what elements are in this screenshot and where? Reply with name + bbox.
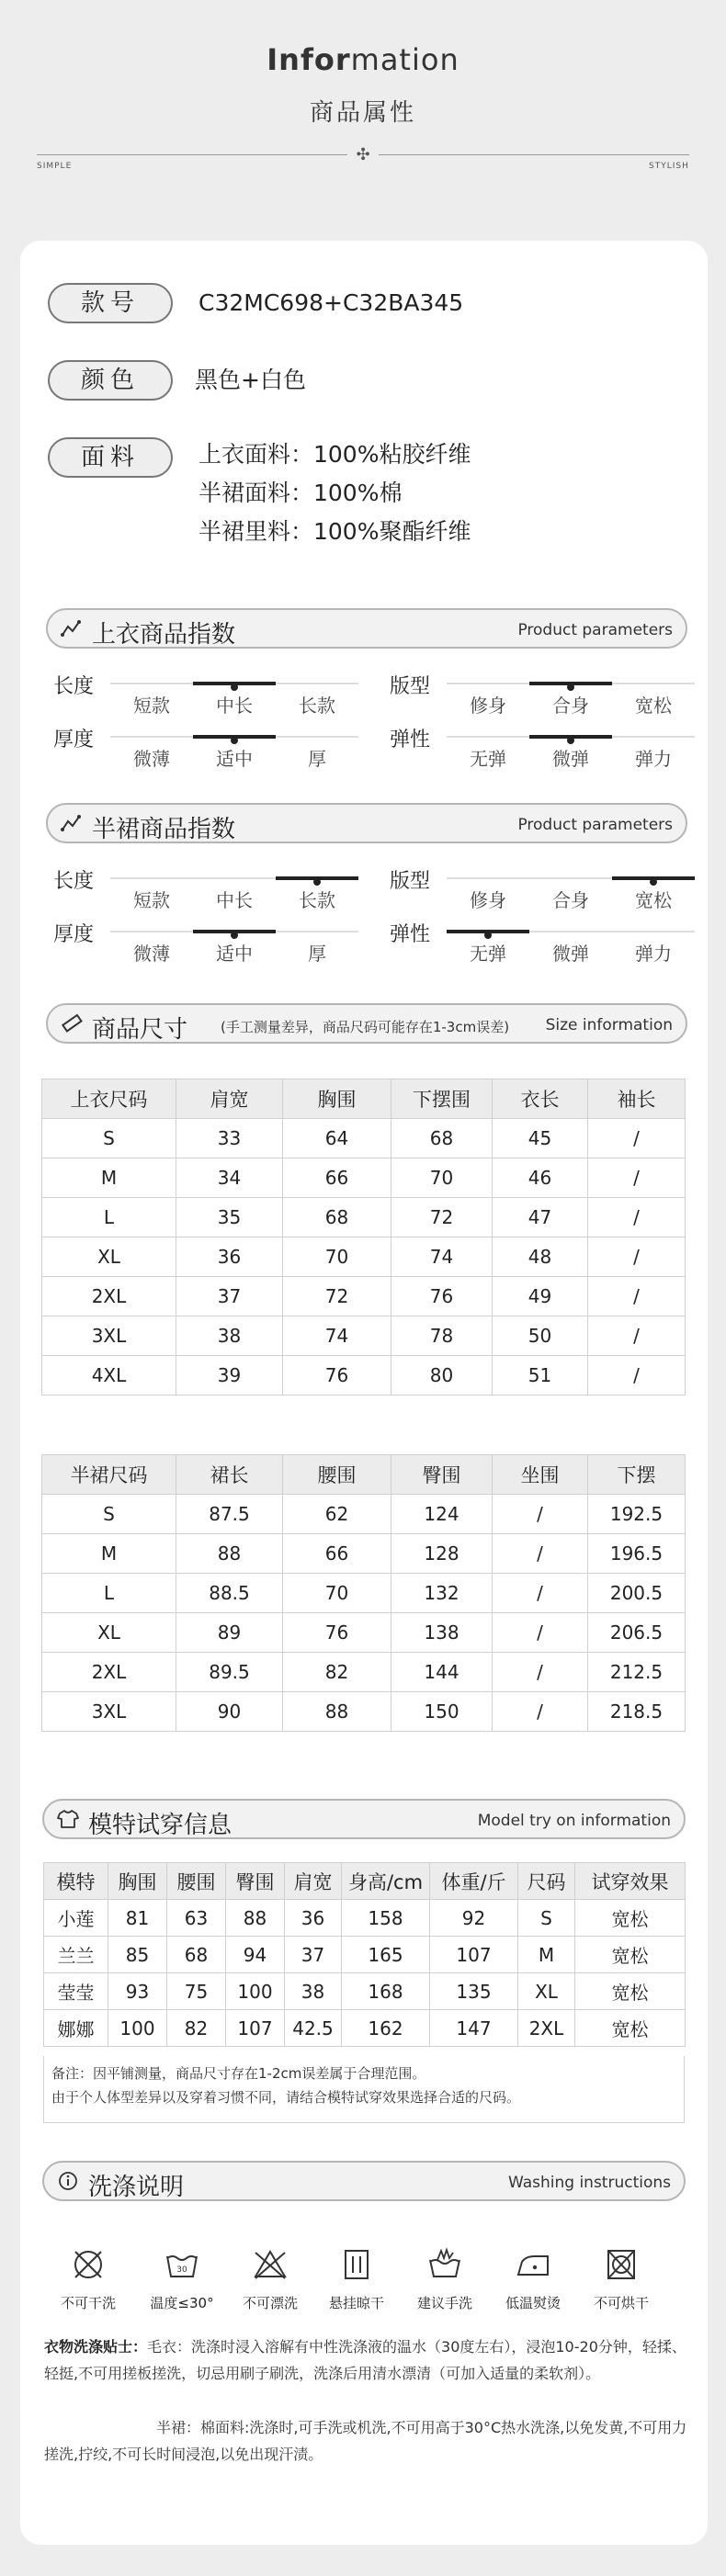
wash-label: 建议手洗 xyxy=(416,2295,472,2311)
table-cell: 70 xyxy=(391,1158,493,1198)
table-cell: 76 xyxy=(283,1356,391,1395)
table-row xyxy=(42,1198,686,1237)
section-subtitle: Size information xyxy=(545,1016,673,1034)
index-option: 长款 xyxy=(299,695,335,717)
table-cell: 218.5 xyxy=(588,1692,686,1732)
index-option: 中长 xyxy=(216,889,253,911)
shirt-icon xyxy=(57,1809,79,1829)
table-row xyxy=(42,1237,686,1277)
page-title xyxy=(0,42,726,77)
table-cell: 33 xyxy=(176,1119,283,1158)
index-option: 适中 xyxy=(216,943,253,965)
top-index-header xyxy=(46,608,687,649)
note-line: 备注：因平铺测量，商品尺寸存在1-2cm误差属于合理范围。 xyxy=(51,2065,426,2082)
table-row xyxy=(42,1277,686,1316)
table-row xyxy=(44,1937,686,1973)
table-cell: 2XL xyxy=(518,2010,575,2047)
table-row xyxy=(42,1653,686,1692)
title-bold: Infor xyxy=(267,42,351,77)
wash-label: 温度≤30° xyxy=(150,2295,214,2311)
column-header: 肩宽 xyxy=(176,1079,283,1119)
header-left-tag: SIMPLE xyxy=(37,162,73,171)
table-cell: 162 xyxy=(342,2010,430,2047)
table-cell: / xyxy=(493,1653,588,1692)
table-cell: 144 xyxy=(391,1653,493,1692)
table-cell: 小莲 xyxy=(44,1900,108,1937)
index-option: 适中 xyxy=(216,748,253,770)
section-title: 商品尺寸 xyxy=(92,1016,188,1044)
index-marker xyxy=(650,878,657,886)
column-header: 袖长 xyxy=(588,1079,686,1119)
table-cell: 165 xyxy=(342,1937,430,1973)
index-marker xyxy=(567,737,574,744)
table-cell: / xyxy=(493,1613,588,1653)
index-option: 弹力 xyxy=(635,748,672,770)
table-cell: 206.5 xyxy=(588,1613,686,1653)
column-header: 下摆围 xyxy=(391,1079,493,1119)
table-cell: XL xyxy=(42,1613,176,1653)
column-header: 臀围 xyxy=(391,1455,493,1495)
table-cell: 76 xyxy=(283,1613,391,1653)
section-title: 半裙商品指数 xyxy=(92,816,236,843)
table-cell: 48 xyxy=(493,1237,588,1277)
index-option: 微弹 xyxy=(552,748,589,770)
table-cell: XL xyxy=(518,1973,575,2010)
table-cell: 74 xyxy=(391,1237,493,1277)
table-row xyxy=(42,1574,686,1613)
skirt-index-header xyxy=(46,803,687,843)
table-cell: 35 xyxy=(176,1198,283,1237)
wash-item xyxy=(140,2247,224,2312)
table-cell: 107 xyxy=(430,1937,518,1973)
table-cell: 135 xyxy=(430,1973,518,2010)
table-cell: XL xyxy=(42,1237,176,1277)
section-note: (手工测量差异，商品尺码可能存在1-3cm误差) xyxy=(221,1019,510,1035)
table-cell: 89.5 xyxy=(176,1653,283,1692)
table-cell: 34 xyxy=(176,1158,283,1198)
table-cell: M xyxy=(42,1158,176,1198)
top-size-table xyxy=(41,1079,686,1395)
table-cell: 124 xyxy=(391,1495,493,1534)
table-cell: 46 xyxy=(493,1158,588,1198)
table-cell: 192.5 xyxy=(588,1495,686,1534)
table-header-row xyxy=(44,1863,686,1900)
wash-tips-skirt-prefix: 半裙： xyxy=(156,2419,201,2436)
table-cell: 68 xyxy=(391,1119,493,1158)
index-label: 长度 xyxy=(53,675,95,698)
table-cell: 36 xyxy=(176,1237,283,1277)
table-cell: 62 xyxy=(283,1495,391,1534)
table-cell: / xyxy=(588,1277,686,1316)
table-cell: 39 xyxy=(176,1356,283,1395)
column-header: 试穿效果 xyxy=(575,1863,686,1900)
wash-label: 不可烘干 xyxy=(593,2295,649,2311)
table-cell: S xyxy=(518,1900,575,1937)
table-cell: M xyxy=(518,1937,575,1973)
table-cell: / xyxy=(493,1692,588,1732)
table-cell: 2XL xyxy=(42,1277,176,1316)
fabric-line: 上衣面料：100%粘胶纤维 xyxy=(199,441,471,468)
index-label: 版型 xyxy=(390,870,431,893)
table-cell: 70 xyxy=(283,1237,391,1277)
index-marker xyxy=(484,932,492,939)
wash-tips xyxy=(44,2333,698,2387)
column-header: 体重/斤 xyxy=(430,1863,518,1900)
wash-item xyxy=(491,2247,575,2312)
table-cell: 132 xyxy=(391,1574,493,1613)
table-cell: / xyxy=(493,1495,588,1534)
crosshair-icon: ✣ xyxy=(356,145,370,164)
table-cell: 4XL xyxy=(42,1356,176,1395)
table-row xyxy=(42,1495,686,1534)
index-option: 宽松 xyxy=(635,695,672,717)
column-header: 肩宽 xyxy=(285,1863,342,1900)
model-note xyxy=(43,2056,685,2123)
table-cell: / xyxy=(588,1237,686,1277)
index-option: 合身 xyxy=(552,889,589,911)
header-divider-right xyxy=(379,154,689,155)
column-header: 臀围 xyxy=(226,1863,285,1900)
model-table xyxy=(43,1862,686,2047)
color-label: 颜色 xyxy=(48,360,173,401)
section-subtitle: Product parameters xyxy=(517,621,673,639)
index-option: 中长 xyxy=(216,695,253,717)
table-cell: 150 xyxy=(391,1692,493,1732)
table-cell: 94 xyxy=(226,1937,285,1973)
index-label: 弹性 xyxy=(390,923,431,946)
wash-tips-skirt-text: 棉面料:洗涤时,可手洗或机洗,不可用高于30°C热水洗涤,以免发黄,不可用力搓洗,拧绞,不可长时间浸泡,以免出现汗渍。 xyxy=(44,2419,687,2463)
wash-tips-title: 衣物洗涤贴士： xyxy=(44,2338,148,2356)
table-cell: S xyxy=(42,1119,176,1158)
table-cell: / xyxy=(493,1574,588,1613)
table-cell: 212.5 xyxy=(588,1653,686,1692)
table-cell: 80 xyxy=(391,1356,493,1395)
table-row xyxy=(42,1158,686,1198)
table-cell: L xyxy=(42,1574,176,1613)
page-subtitle: 商品属性 xyxy=(309,99,416,127)
table-cell: 76 xyxy=(391,1277,493,1316)
info-icon xyxy=(57,2171,79,2191)
table-cell: 100 xyxy=(226,1973,285,2010)
svg-text:30: 30 xyxy=(176,2265,187,2275)
table-cell: 49 xyxy=(493,1277,588,1316)
table-cell: 78 xyxy=(391,1316,493,1356)
title-light: mation xyxy=(350,42,459,77)
table-header-row xyxy=(42,1455,686,1495)
table-cell: 68 xyxy=(167,1937,226,1973)
table-cell: 宽松 xyxy=(575,1973,686,2010)
section-title: 上衣商品指数 xyxy=(92,621,236,649)
table-cell: 兰兰 xyxy=(44,1937,108,1973)
size-section-header xyxy=(46,1003,687,1044)
index-label: 厚度 xyxy=(53,729,95,751)
table-row xyxy=(44,2010,686,2047)
column-header: 胸围 xyxy=(283,1079,391,1119)
wash-item xyxy=(579,2247,664,2312)
wash-section-header xyxy=(42,2161,686,2201)
table-row xyxy=(42,1316,686,1356)
column-header: 身高/cm xyxy=(342,1863,430,1900)
table-cell: 92 xyxy=(430,1900,518,1937)
index-option: 无弹 xyxy=(470,748,506,770)
column-header: 半裙尺码 xyxy=(42,1455,176,1495)
index-marker xyxy=(231,932,238,939)
index-option: 微弹 xyxy=(552,943,589,965)
table-cell: 128 xyxy=(391,1534,493,1574)
table-cell: S xyxy=(42,1495,176,1534)
table-cell: 68 xyxy=(283,1198,391,1237)
section-title: 模特试穿信息 xyxy=(88,1812,233,1839)
table-cell: 3XL xyxy=(42,1692,176,1732)
table-cell: 82 xyxy=(283,1653,391,1692)
index-option: 微薄 xyxy=(133,748,170,770)
wash-30-icon xyxy=(164,2247,200,2282)
wash-item xyxy=(403,2247,487,2312)
fabric-line: 半裙面料：100%棉 xyxy=(199,480,403,506)
wash-tips-skirt xyxy=(44,2414,698,2468)
header-right-tag: STYLISH xyxy=(649,162,689,171)
table-cell: 88 xyxy=(226,1900,285,1937)
table-cell: 168 xyxy=(342,1973,430,2010)
index-marker xyxy=(231,684,238,691)
wash-label: 不可漂洗 xyxy=(242,2295,298,2311)
table-cell: M xyxy=(42,1534,176,1574)
wash-item xyxy=(314,2247,399,2312)
table-cell: / xyxy=(588,1158,686,1198)
model-section-header xyxy=(42,1799,686,1839)
table-cell: 72 xyxy=(283,1277,391,1316)
index-marker xyxy=(231,737,238,744)
table-cell: 70 xyxy=(283,1574,391,1613)
index-option: 短款 xyxy=(133,889,170,911)
table-cell: 娜娜 xyxy=(44,2010,108,2047)
column-header: 上衣尺码 xyxy=(42,1079,176,1119)
wash-label: 悬挂晾干 xyxy=(328,2295,384,2311)
section-subtitle: Washing instructions xyxy=(507,2174,671,2192)
style-number-label: 款号 xyxy=(48,283,173,323)
table-cell: 66 xyxy=(283,1158,391,1198)
note-line: 由于个人体型差异以及穿着习惯不同，请结合模特试穿效果选择合适的尺码。 xyxy=(51,2089,521,2106)
index-option: 合身 xyxy=(552,695,589,717)
trend-icon xyxy=(61,813,83,833)
index-label: 弹性 xyxy=(390,729,431,751)
table-cell: 88.5 xyxy=(176,1574,283,1613)
table-cell: / xyxy=(588,1316,686,1356)
table-cell: L xyxy=(42,1198,176,1237)
table-cell: 72 xyxy=(391,1198,493,1237)
table-cell: 宽松 xyxy=(575,1937,686,1973)
table-cell: 42.5 xyxy=(285,2010,342,2047)
hang-dry-icon xyxy=(338,2247,375,2282)
table-cell: 89 xyxy=(176,1613,283,1653)
index-option: 弹力 xyxy=(635,943,672,965)
table-cell: 85 xyxy=(108,1937,167,1973)
index-label: 长度 xyxy=(53,870,95,893)
index-option: 微薄 xyxy=(133,943,170,965)
index-option: 修身 xyxy=(470,695,506,717)
table-header-row xyxy=(42,1079,686,1119)
table-row xyxy=(42,1613,686,1653)
column-header: 腰围 xyxy=(283,1455,391,1495)
table-cell: 宽松 xyxy=(575,1900,686,1937)
table-cell: 3XL xyxy=(42,1316,176,1356)
wash-label: 不可干洗 xyxy=(60,2295,116,2311)
table-cell: 74 xyxy=(283,1316,391,1356)
index-option: 修身 xyxy=(470,889,506,911)
section-subtitle: Model try on information xyxy=(477,1812,671,1830)
table-cell: 47 xyxy=(493,1198,588,1237)
hand-wash-icon xyxy=(426,2247,463,2282)
no-bleach-icon xyxy=(252,2247,289,2282)
column-header: 腰围 xyxy=(167,1863,226,1900)
table-cell: 81 xyxy=(108,1900,167,1937)
table-cell: 196.5 xyxy=(588,1534,686,1574)
color-value: 黑色+白色 xyxy=(195,367,306,393)
column-header: 衣长 xyxy=(493,1079,588,1119)
wash-item xyxy=(228,2247,312,2312)
table-cell: 37 xyxy=(176,1277,283,1316)
table-row xyxy=(42,1692,686,1732)
fabric-line: 半裙里料：100%聚酯纤维 xyxy=(199,518,471,545)
table-cell: 莹莹 xyxy=(44,1973,108,2010)
table-cell: / xyxy=(588,1356,686,1395)
fabric-label: 面料 xyxy=(48,437,173,478)
index-option: 厚 xyxy=(308,943,326,965)
table-cell: 82 xyxy=(167,2010,226,2047)
table-cell: 107 xyxy=(226,2010,285,2047)
column-header: 裙长 xyxy=(176,1455,283,1495)
index-option: 无弹 xyxy=(470,943,506,965)
index-option: 厚 xyxy=(308,748,326,770)
table-cell: 158 xyxy=(342,1900,430,1937)
table-cell: 38 xyxy=(176,1316,283,1356)
table-cell: 45 xyxy=(493,1119,588,1158)
table-cell: 50 xyxy=(493,1316,588,1356)
table-cell: 138 xyxy=(391,1613,493,1653)
section-subtitle: Product parameters xyxy=(517,816,673,834)
column-header: 模特 xyxy=(44,1863,108,1900)
index-marker xyxy=(313,878,321,886)
table-cell: 63 xyxy=(167,1900,226,1937)
trend-icon xyxy=(61,618,83,638)
table-cell: 90 xyxy=(176,1692,283,1732)
section-title: 洗涤说明 xyxy=(88,2174,185,2201)
ruler-icon xyxy=(61,1013,83,1034)
table-cell: 2XL xyxy=(42,1653,176,1692)
low-iron-icon xyxy=(515,2247,551,2282)
table-row xyxy=(42,1119,686,1158)
skirt-size-table xyxy=(41,1454,686,1732)
header-divider-left xyxy=(37,154,347,155)
column-header: 尺码 xyxy=(518,1863,575,1900)
index-marker xyxy=(567,684,574,691)
index-label: 厚度 xyxy=(53,923,95,946)
table-cell: 100 xyxy=(108,2010,167,2047)
index-label: 版型 xyxy=(390,675,431,698)
table-cell: 37 xyxy=(285,1937,342,1973)
table-cell: / xyxy=(588,1119,686,1158)
table-cell: 88 xyxy=(176,1534,283,1574)
table-cell: 200.5 xyxy=(588,1574,686,1613)
table-cell: 51 xyxy=(493,1356,588,1395)
table-cell: 36 xyxy=(285,1900,342,1937)
table-cell: 93 xyxy=(108,1973,167,2010)
column-header: 坐围 xyxy=(493,1455,588,1495)
table-row xyxy=(44,1973,686,2010)
table-cell: 宽松 xyxy=(575,2010,686,2047)
table-cell: 66 xyxy=(283,1534,391,1574)
index-option: 长款 xyxy=(299,889,335,911)
no-dry-clean-icon xyxy=(70,2247,107,2282)
wash-label: 低温熨烫 xyxy=(505,2295,561,2311)
no-tumble-dry-icon xyxy=(603,2247,640,2282)
table-row xyxy=(42,1534,686,1574)
table-row xyxy=(42,1356,686,1395)
column-header: 胸围 xyxy=(108,1863,167,1900)
table-cell: / xyxy=(493,1534,588,1574)
table-cell: / xyxy=(588,1198,686,1237)
wash-tips-top: 毛衣：洗涤时浸入溶解有中性洗涤液的温水（30度左右），浸泡10-20分钟，轻揉、轻挺,不可用搓板搓洗，切忌用刷子刷洗，洗涤后用清水漂清（可加入适量的柔软剂）。 xyxy=(44,2338,686,2382)
wash-item xyxy=(46,2247,130,2312)
table-cell: 75 xyxy=(167,1973,226,2010)
table-cell: 147 xyxy=(430,2010,518,2047)
table-cell: 88 xyxy=(283,1692,391,1732)
index-option: 短款 xyxy=(133,695,170,717)
table-cell: 87.5 xyxy=(176,1495,283,1534)
style-number-value: C32MC698+C32BA345 xyxy=(199,289,464,316)
index-option: 宽松 xyxy=(635,889,672,911)
column-header: 下摆 xyxy=(588,1455,686,1495)
table-row xyxy=(44,1900,686,1937)
table-cell: 64 xyxy=(283,1119,391,1158)
table-cell: 38 xyxy=(285,1973,342,2010)
